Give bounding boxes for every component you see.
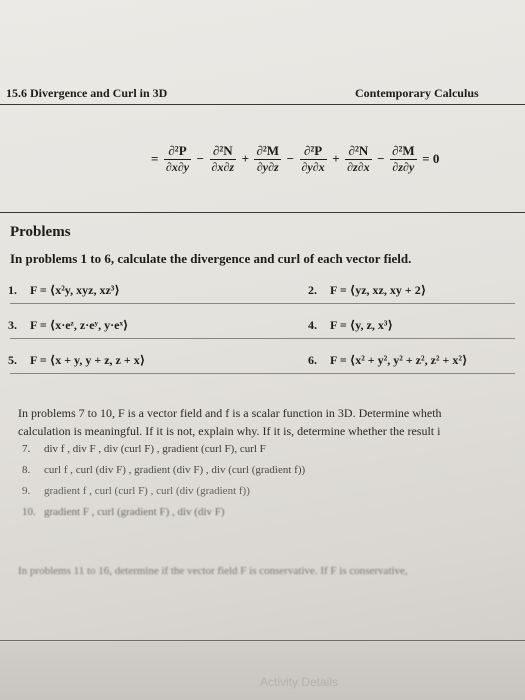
problems-heading: Problems xyxy=(10,224,71,240)
equation-term: $\frac{\text{∂²N}}{\partial x\partial z}$ xyxy=(211,143,235,174)
row-separator xyxy=(10,303,515,304)
equation-sign: − xyxy=(377,151,385,166)
problem-item: 4. F = ⟨y, z, x³⟩ xyxy=(308,318,393,332)
part3-instruction: In problems 11 to 16, determine if the vector field F is conservative. If F is conservative, xyxy=(18,565,408,577)
question-item: 8. curl f , curl (div F) , gradient (div F) , div (curl (gradient f)) xyxy=(22,464,306,476)
equation-sign: − xyxy=(196,151,205,166)
equation-result: = 0 xyxy=(422,151,440,166)
equation-term: $\frac{\text{∂²P}}{\partial y\partial x}$ xyxy=(301,143,325,174)
problems-instruction: In problems 1 to 6, calculate the divergence and curl of each vector field. xyxy=(10,251,412,266)
equation-sign: − xyxy=(286,151,294,166)
section-header: 15.6 Divergence and Curl in 3D xyxy=(6,86,168,100)
activity-details-link[interactable]: Activity Details xyxy=(260,675,339,689)
equation-lead: = xyxy=(151,151,159,166)
page-bottom-rule xyxy=(0,640,525,641)
problem-item: 2. F = ⟨yz, xz, xy + 2⟩ xyxy=(308,283,427,297)
equation-term: $\frac{\text{∂²M}}{\partial z\partial y}$ xyxy=(392,143,415,174)
question-item: 10. gradient F , curl (gradient F) , div (div F) xyxy=(22,506,225,518)
bottom-bar xyxy=(0,642,525,700)
equation-term: $\frac{\text{∂²N}}{\partial z\partial x}$ xyxy=(347,143,370,174)
problem-item: 5. F = ⟨x + y, y + z, z + x⟩ xyxy=(8,353,146,367)
section-rule xyxy=(0,212,525,213)
mixed-partials-equation xyxy=(150,143,440,175)
question-item: 9. gradient f , curl (curl F) , curl (div (gradient f)) xyxy=(22,485,250,497)
row-separator xyxy=(10,338,515,339)
problem-item: 6. F = ⟨x² + y², y² + z², z² + x²⟩ xyxy=(308,353,468,367)
equation-term: $\frac{\text{∂²M}}{\partial y\partial z}$ xyxy=(256,143,280,174)
book-title-header: Contemporary Calculus xyxy=(355,86,479,100)
equation-sign: + xyxy=(241,151,249,166)
problem-item: 3. F = ⟨x·eᶻ, z·eʸ, y·eˣ⟩ xyxy=(8,318,129,332)
part2-instruction: In problems 7 to 10, F is a vector field and f is a scalar function in 3D. Determine wheth calculation is meaningful. If it is not, explain why. If it is, determine whether the result i xyxy=(18,406,442,438)
question-item: 7. div f , div F , div (curl F) , gradient (curl F), curl F xyxy=(22,443,266,455)
header-rule xyxy=(0,104,525,105)
equation-term: $\frac{\text{∂²P}}{\partial x\partial y}$ xyxy=(165,143,190,174)
equation-sign: + xyxy=(332,151,340,166)
problem-item: 1. F = ⟨x²y, xyz, xz³⟩ xyxy=(8,283,120,297)
row-separator xyxy=(10,373,515,374)
